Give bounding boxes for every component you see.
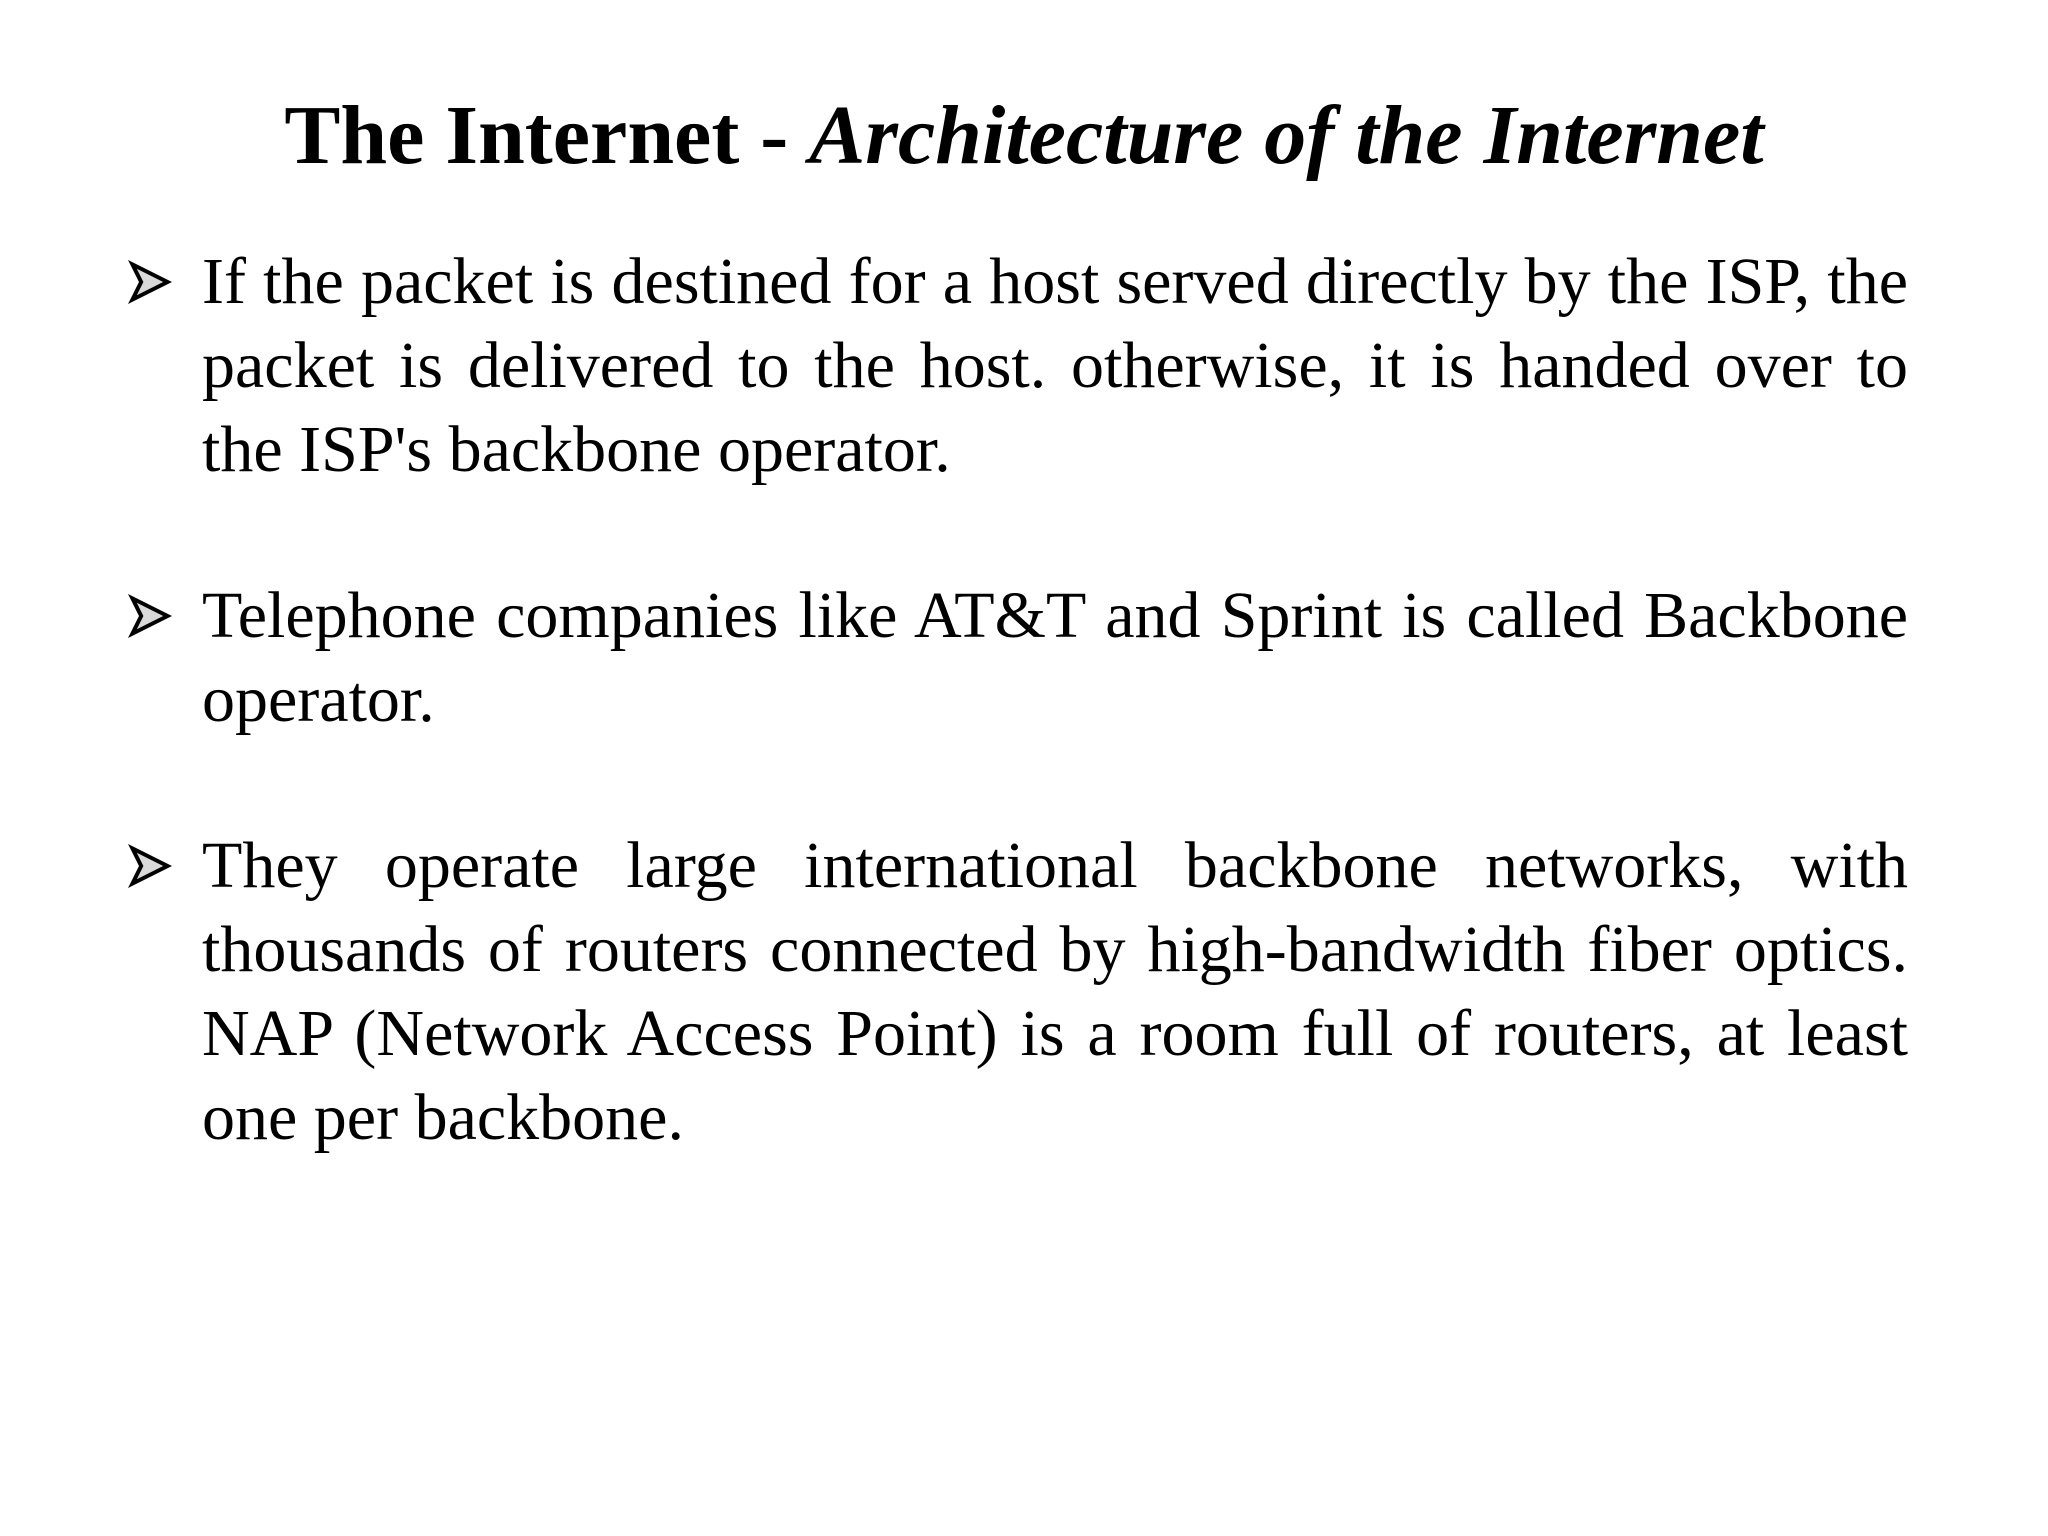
- bullet-list: [128, 240, 1908, 1242]
- arrowhead-bullet-icon: [128, 574, 202, 658]
- arrowhead-bullet-icon: [128, 240, 202, 324]
- bullet-item: [128, 824, 1908, 1160]
- bullet-item: [128, 240, 1908, 492]
- bullet-text: Telephone companies like AT&T and Sprint is called Backbone operator.: [202, 579, 1908, 736]
- arrowhead-bullet-icon: [128, 824, 202, 908]
- title-subtitle: Architecture of the Internet: [809, 89, 1764, 182]
- title-main: The Internet -: [284, 89, 810, 182]
- slide-title: [0, 88, 2048, 185]
- bullet-item: [128, 574, 1908, 742]
- bullet-text: They operate large international backbone networks, with thousands of routers connected by high-bandwidth fiber optics. NAP (Network Access Point) is a room full of routers, at least one per backbone.: [202, 829, 1908, 1154]
- bullet-text: If the packet is destined for a host served directly by the ISP, the packet is delivered to the host. otherwise, it is handed over to the ISP's backbone operator.: [202, 245, 1908, 486]
